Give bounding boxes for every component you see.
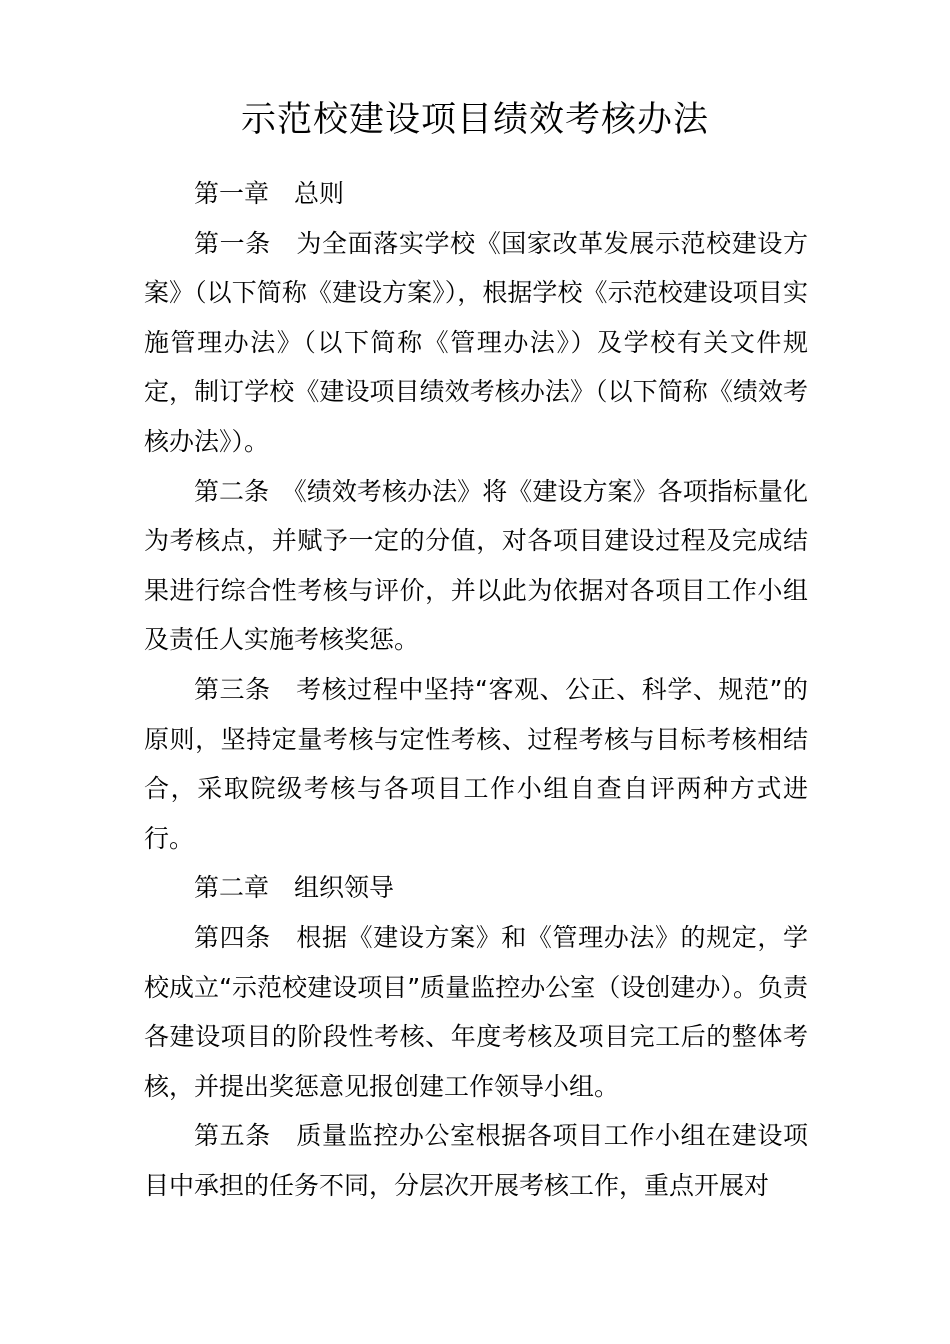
article-paragraph: 第三条 考核过程中坚持“客观、公正、科学、规范”的原则，坚持定量考核与定性考核、过程考核与目标考核相结合，采取院级考核与各项目工作小组自查自评两种方式进行。 [144,674,808,853]
article-paragraph: 第二条 《绩效考核办法》将《建设方案》各项指标量化为考核点，并赋予一定的分值，对各项目建设过程及完成结果进行综合性考核与评价，并以此为依据对各项目工作小组及责任人实施考核奖惩。 [144,476,808,655]
chapter-heading: 第二章 组织领导 [194,873,395,903]
article-paragraph: 第四条 根据《建设方案》和《管理办法》的规定，学校成立“示范校建设项目”质量监控办公室（设创建办）。负责各建设项目的阶段性考核、年度考核及项目完工后的整体考核，并提出奖惩意见报创建工作领导小组。 [144,922,808,1101]
chapter-heading: 第一章 总则 [194,179,345,208]
article-paragraph: 第一条 为全面落实学校《国家改革发展示范校建设方案》（以下简称《建设方案》），根据学校《示范校建设项目实施管理办法》（以下简称《管理办法》）及学校有关文件规定，制订学校《建设项目绩效考核办法》（以下简称《绩效考核办法》）。 [144,228,808,456]
document-title: 示范校建设项目绩效考核办法 [240,100,709,140]
article-paragraph: 第五条 质量监控办公室根据各项目工作小组在建设项目中承担的任务不同，分层次开展考核工作，重点开展对 [144,1121,808,1200]
document-body [144,169,808,1210]
